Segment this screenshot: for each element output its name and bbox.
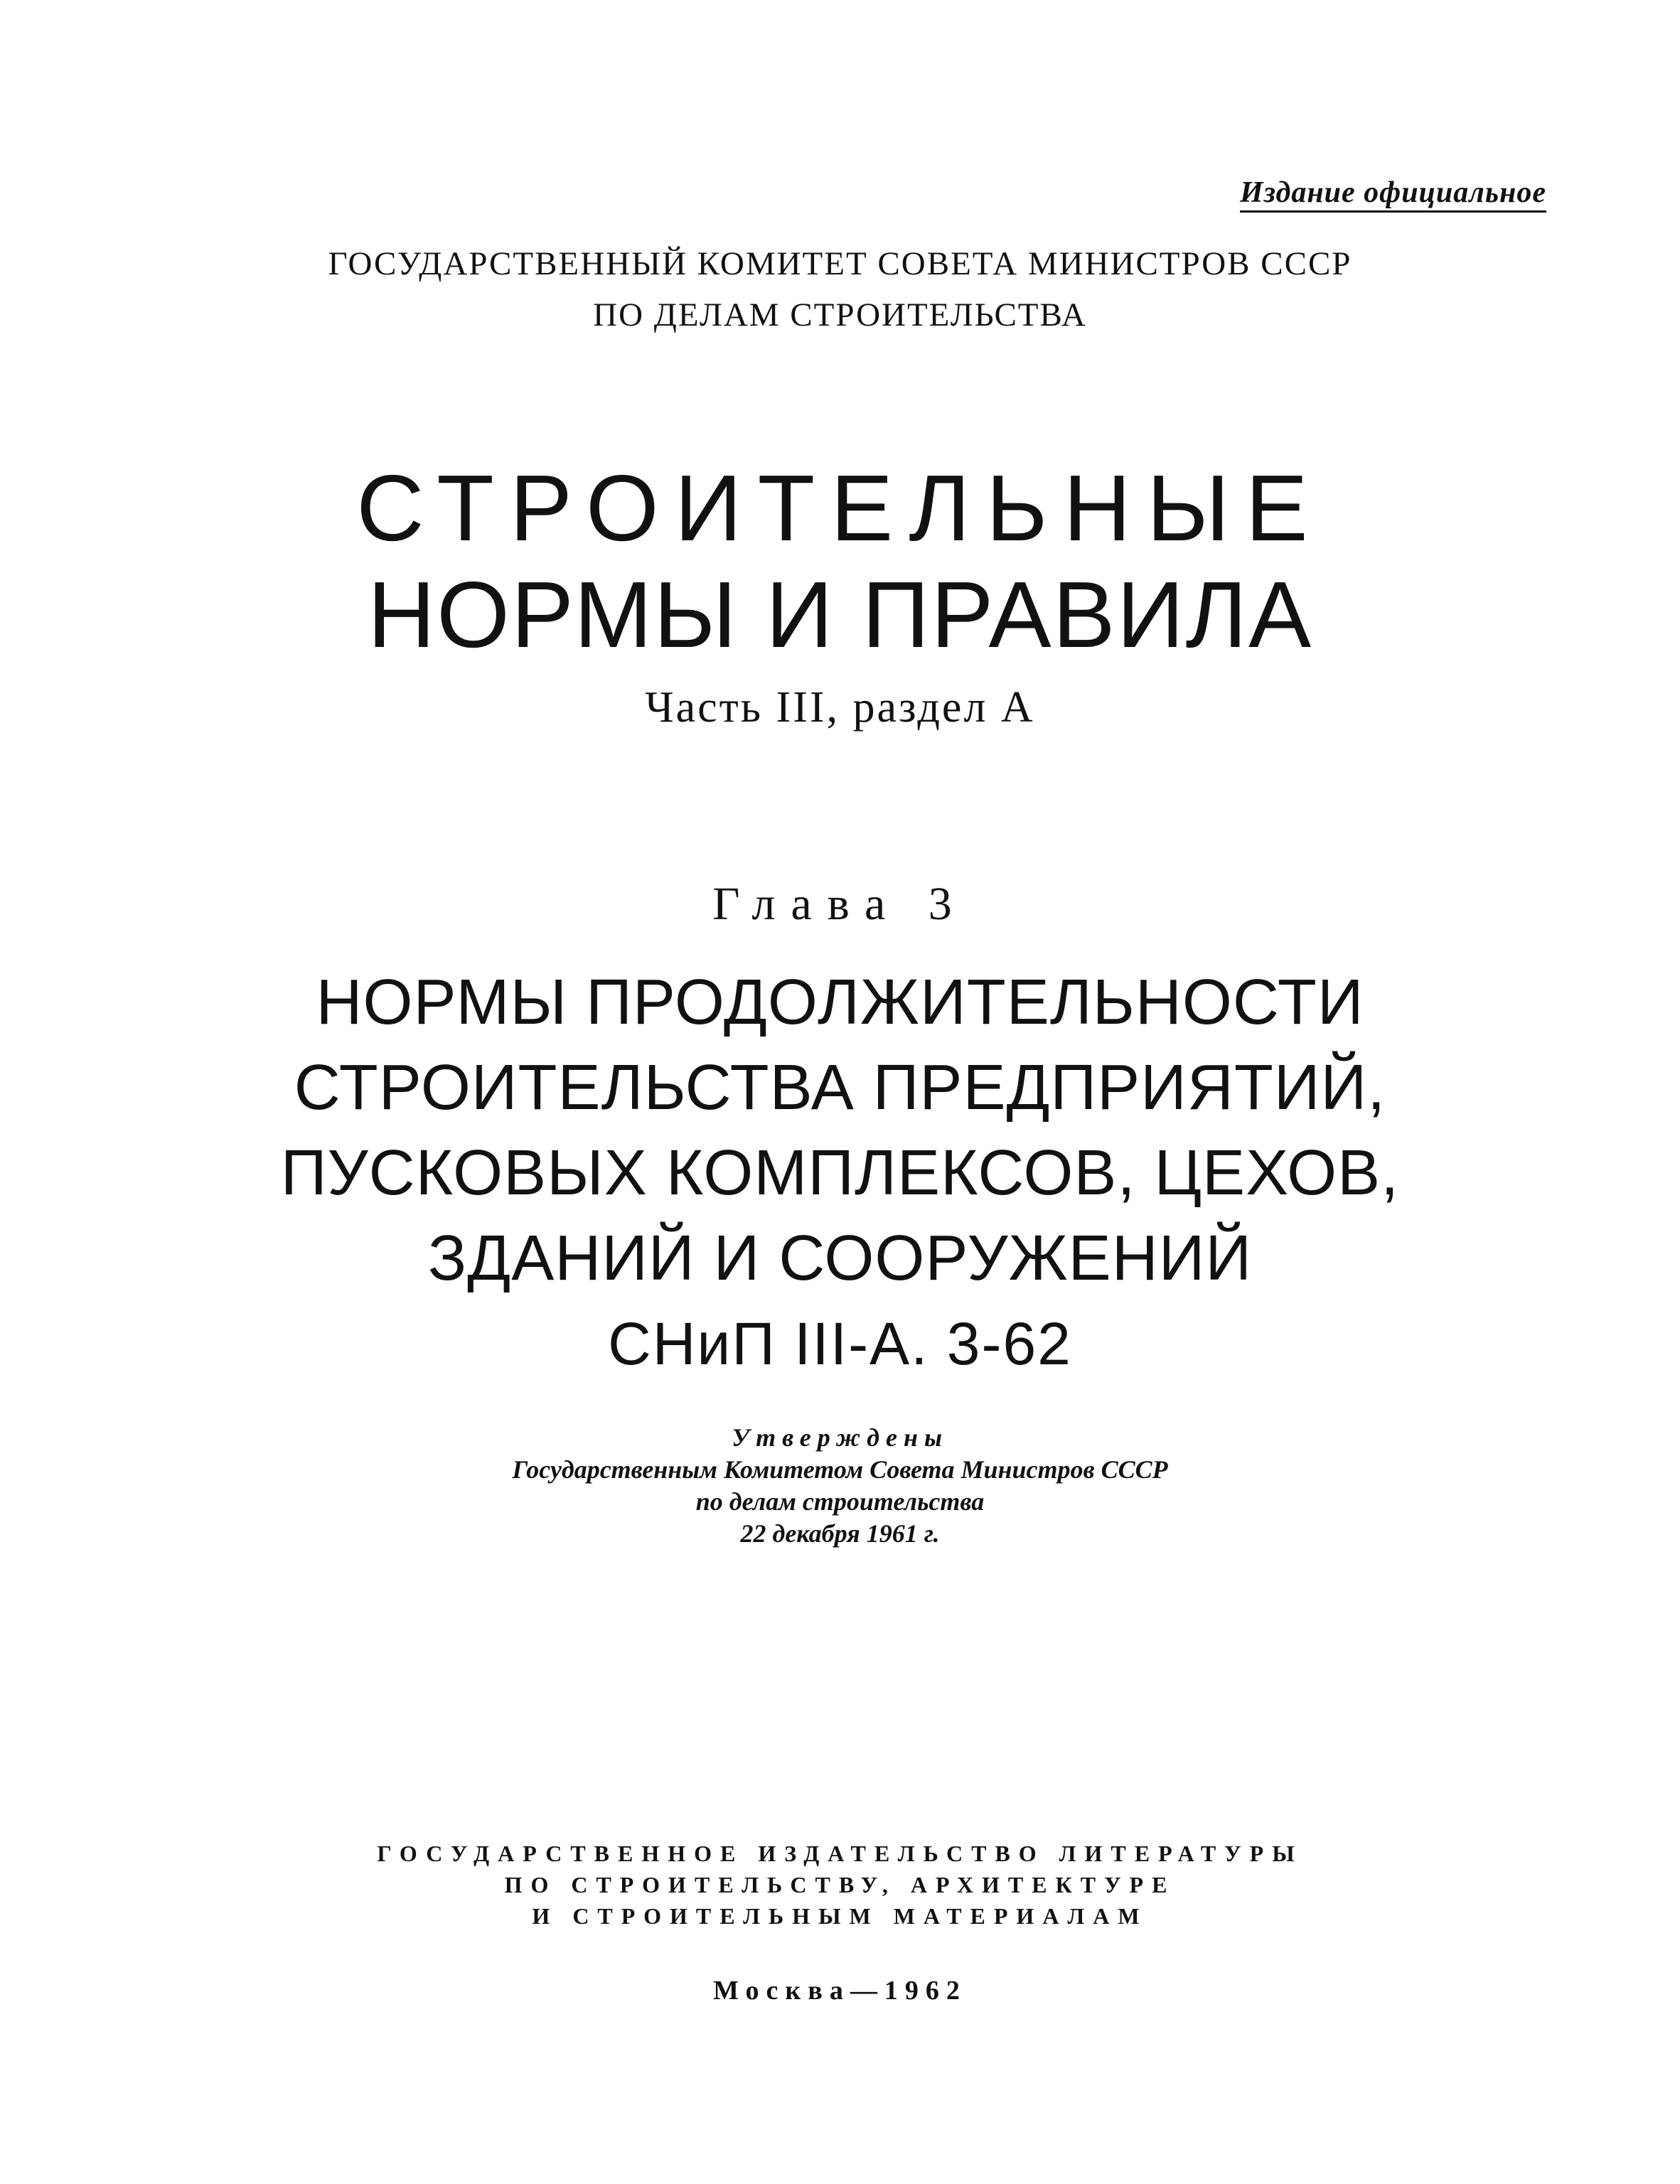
issuing-agency [0, 238, 1680, 341]
chapter-label: Глава 3 [712, 878, 968, 930]
document-code: СНиП III-А. 3-62 [608, 1310, 1072, 1377]
official-edition-label: Издание официальное [1240, 178, 1546, 213]
approval-line-2: по делам строительства [695, 1487, 985, 1516]
chapter-title-line-3: ПУСКОВЫХ КОМПЛЕКСОВ, ЦЕХОВ, [280, 1138, 1400, 1209]
approval-label: Утверждены [732, 1423, 948, 1452]
chapter-title-line-4: ЗДАНИЙ И СООРУЖЕНИЙ [427, 1223, 1253, 1294]
chapter-title-line-1: НОРМЫ ПРОДОЛЖИТЕЛЬНОСТИ [316, 967, 1364, 1038]
main-title [0, 455, 1680, 668]
agency-line-1: ГОСУДАРСТВЕННЫЙ КОМИТЕТ СОВЕТА МИНИСТРОВ СССР [328, 245, 1352, 282]
chapter-title-line-2: СТРОИТЕЛЬСТВА ПРЕДПРИЯТИЙ, [294, 1052, 1386, 1123]
part-section: Часть III, раздел А [645, 683, 1035, 732]
main-title-line-2: НОРМЫ И ПРАВИЛА [367, 562, 1313, 667]
publisher-line-2: ПО СТРОИТЕЛЬСТВУ, АРХИТЕКТУРЕ [504, 1872, 1176, 1897]
city-year: Москва—1962 [713, 1976, 967, 2006]
publisher-line-3: И СТРОИТЕЛЬНЫМ МАТЕРИАЛАМ [532, 1903, 1148, 1929]
approval-block [0, 1422, 1680, 1550]
main-title-line-1: СТРОИТЕЛЬНЫЕ [356, 456, 1324, 560]
approval-line-1: Государственным Комитетом Совета Министров СССР [512, 1455, 1168, 1484]
publisher [0, 1838, 1680, 1932]
approval-date: 22 декабря 1961 г. [740, 1519, 940, 1548]
agency-line-2: ПО ДЕЛАМ СТРОИТЕЛЬСТВА [593, 296, 1087, 333]
chapter-title [0, 960, 1680, 1301]
publisher-line-1: ГОСУДАРСТВЕННОЕ ИЗДАТЕЛЬСТВО ЛИТЕРАТУРЫ [377, 1841, 1303, 1866]
